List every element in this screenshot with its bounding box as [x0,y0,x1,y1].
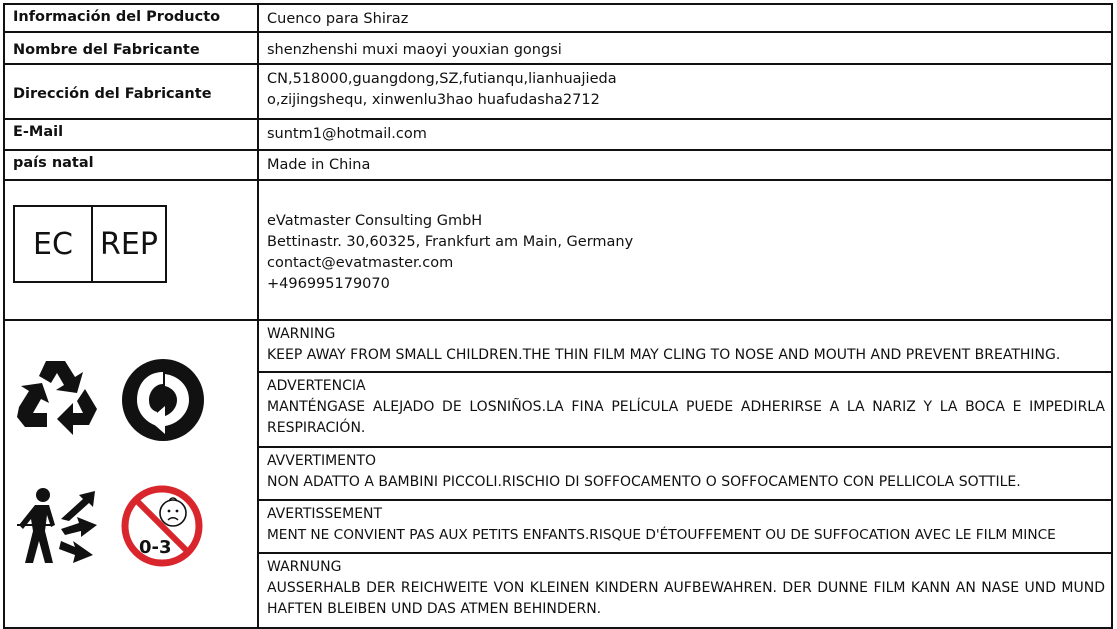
green-dot-icon [119,356,207,444]
warning-title: AVERTISSEMENT [267,506,383,522]
ec-rep-phone: +496995179070 [267,276,390,292]
warning-body: NON ADATTO A BAMBINI PICCOLI.RISCHIO DI SOFFOCAMENTO O SOFFOCAMENTO CON PELLICOLA SOTTILE. [267,474,1021,490]
warning-block-en [259,321,1111,373]
recycling-icon [13,355,103,441]
row-address [4,64,1112,119]
warning-body: KEEP AWAY FROM SMALL CHILDREN.THE THIN FILM MAY CLING TO NOSE AND MOUTH AND PREVENT BREATHING. [267,347,1061,363]
warning-body: MANTÉNGASE ALEJADO DE LOSNIÑOS.LA FINA PELÍCULA PUEDE ADHERIRSE A LA NARIZ Y LA BOCA E IMPEDIRLA RESPIRACIÓN. [267,399,1105,436]
age-range-text: 0-3 [139,537,172,558]
ec-rep-symbol-cell [4,180,258,320]
row-origin [4,150,1112,180]
row-warnings [4,320,1112,628]
label-product: Información del Producto [4,4,258,32]
ec-rep-details [258,180,1112,320]
label-origin: país natal [4,150,258,180]
value-address [258,64,1112,119]
warning-body: MENT NE CONVIENT PAS AUX PETITS ENFANTS.RISQUE D'ÉTOUFFEMENT OU DE SUFFOCATION AVEC LE FILM MINCE [267,527,1056,543]
tidyman-icon [13,485,105,567]
label-email: E-Mail [4,119,258,150]
row-email [4,119,1112,150]
row-manufacturer [4,32,1112,64]
row-ec-rep [4,180,1112,320]
warning-block-de [259,554,1111,627]
ec-label: EC [15,207,93,281]
age-0-3-warning-icon [119,483,205,569]
address-line-2: o,zijingshequ, xinwenlu3hao huafudasha2712 [267,92,600,108]
warning-block-fr [259,501,1111,554]
warning-body: AUSSERHALB DER REICHWEITE VON KLEINEN KINDERN AUFBEWAHREN. DER DUNNE FILM KANN AN NASE UND MUND HAFTEN BLEIBEN UND DAS ATMEN BEHINDERN. [267,580,1105,617]
ec-rep-symbol [13,205,167,283]
warning-title: WARNUNG [267,559,342,575]
rep-label: REP [100,226,158,262]
value-manufacturer: shenzhenshi muxi maoyi youxian gongsi [258,32,1112,64]
label-manufacturer: Nombre del Fabricante [4,32,258,64]
ec-rep-company: eVatmaster Consulting GmbH [267,213,483,229]
symbols-cell [4,320,258,628]
warning-title: ADVERTENCIA [267,378,366,394]
ec-rep-email: contact@evatmaster.com [267,255,454,271]
warning-block-es [259,373,1111,448]
value-product: Cuenco para Shiraz [258,4,1112,32]
warnings-cell [258,320,1112,628]
ec-rep-street: Bettinastr. 30,60325, Frankfurt am Main, Germany [267,234,634,250]
label-address: Dirección del Fabricante [4,64,258,119]
row-product [4,4,1112,32]
warning-title: WARNING [267,326,336,342]
value-origin: Made in China [258,150,1112,180]
warning-title: AVVERTIMENTO [267,453,377,469]
product-info-table [3,3,1113,629]
value-email: suntm1@hotmail.com [258,119,1112,150]
warning-block-it [259,448,1111,501]
address-line-1: CN,518000,guangdong,SZ,futianqu,lianhuajieda [267,71,617,87]
